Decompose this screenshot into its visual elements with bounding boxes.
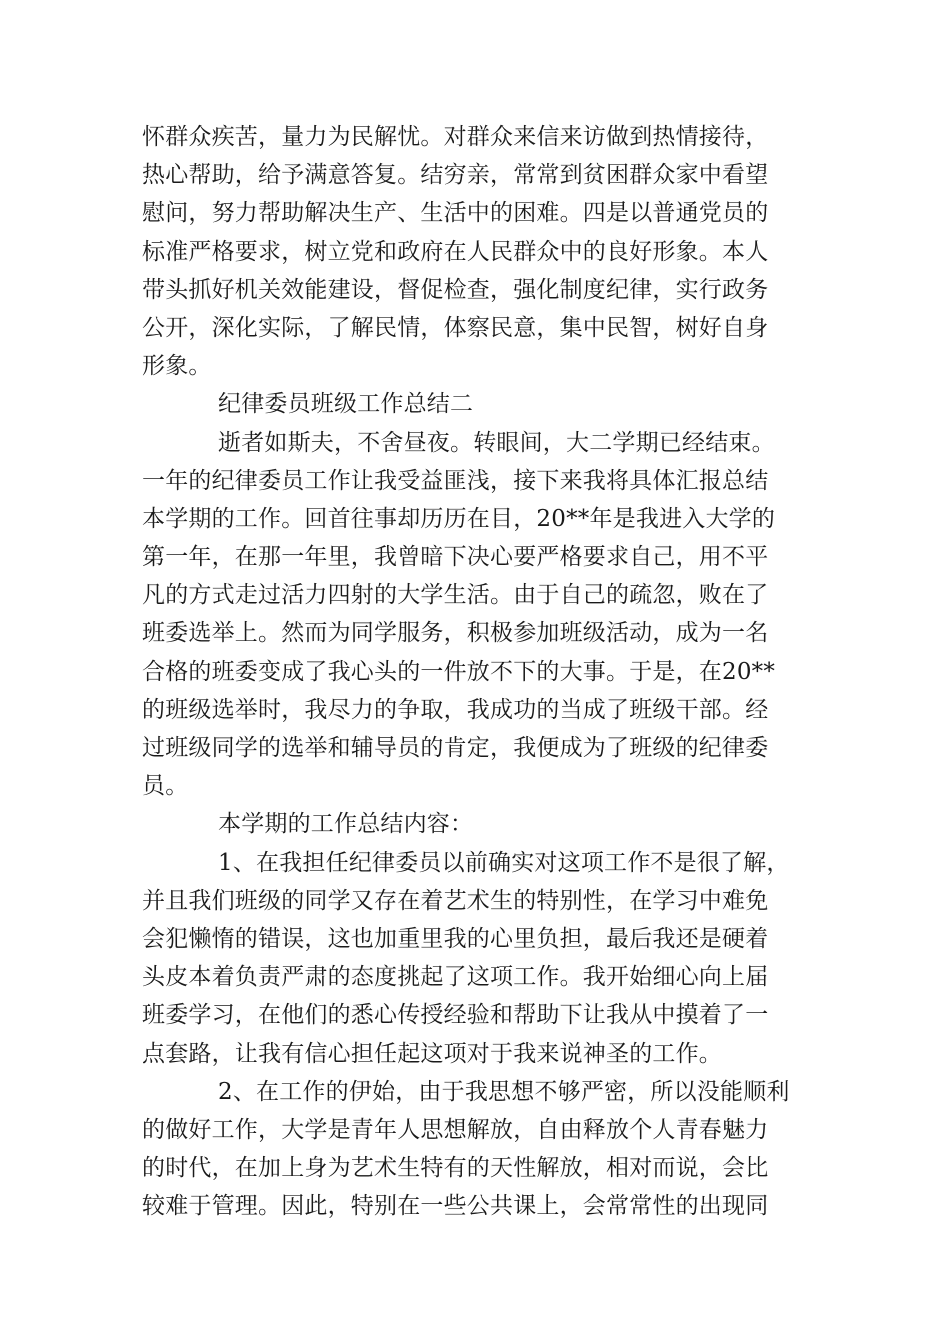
- text-line: 本学期的工作。回首往事却历历在目，20**年是我进入大学的: [142, 505, 776, 532]
- text-line: 一年的纪律委员工作让我受益匪浅，接下来我将具体汇报总结: [142, 467, 769, 494]
- text-line: 怀群众疾苦，量力为民解忧。对群众来信来访做到热情接待，: [142, 124, 769, 150]
- text-line: 本学期的工作总结内容：: [218, 811, 474, 838]
- text-line: 会犯懒惰的错误，这也加重里我的心里负担，最后我还是硬着: [142, 925, 769, 952]
- text-line: 班委学习，在他们的悉心传授经验和帮助下让我从中摸着了一: [142, 1002, 769, 1029]
- text-line: 公开，深化实际，了解民情，体察民意，集中民智，树好自身: [142, 314, 769, 341]
- text-line: 头皮本着负责严肃的态度挑起了这项工作。我开始细心向上届: [142, 964, 769, 991]
- text-line: 的做好工作，大学是青年人思想解放，自由释放个人青春魅力: [142, 1116, 769, 1143]
- text-line: 员。: [142, 773, 189, 800]
- text-line: 过班级同学的选举和辅导员的肯定，我便成为了班级的纪律委: [142, 735, 769, 761]
- text-line: 纪律委员班级工作总结二: [218, 391, 474, 418]
- text-line: 1、在我担任纪律委员以前确实对这项工作不是很了解，: [218, 849, 790, 876]
- text-line: 班委选举上。然而为同学服务，积极参加班级活动，成为一名: [142, 620, 769, 647]
- text-line: 带头抓好机关效能建设，督促检查，强化制度纪律，实行政务: [142, 276, 769, 303]
- text-line: 凡的方式走过活力四射的大学生活。由于自己的疏忽，败在了: [142, 582, 769, 609]
- text-line: 逝者如斯夫，不舍昼夜。转眼间，大二学期已经结束。: [218, 429, 775, 456]
- text-line: 点套路，让我有信心担任起这项对于我来说神圣的工作。: [142, 1040, 722, 1067]
- text-line: 形象。: [142, 353, 212, 380]
- text-line: 并且我们班级的同学又存在着艺术生的特别性，在学习中难免: [142, 887, 769, 914]
- text-line: 第一年，在那一年里，我曾暗下决心要严格要求自己，用不平: [142, 544, 769, 571]
- text-line: 2、在工作的伊始，由于我思想不够严密，所以没能顺利: [218, 1078, 790, 1105]
- text-line: 慰问，努力帮助解决生产、生活中的困难。四是以普通党员的: [142, 200, 769, 227]
- text-line: 较难于管理。因此，特别在一些公共课上，会常常性的出现同: [142, 1193, 769, 1220]
- text-line: 的时代，在加上身为艺术生特有的天性解放，相对而说，会比: [142, 1155, 769, 1182]
- text-line: 标准严格要求，树立党和政府在人民群众中的良好形象。本人: [142, 238, 769, 265]
- text-line: 的班级选举时，我尽力的争取，我成功的当成了班级干部。经: [142, 696, 769, 723]
- document-body: [142, 118, 814, 1225]
- text-line: 合格的班委变成了我心头的一件放不下的大事。于是，在20**: [142, 658, 776, 685]
- text-line: 热心帮助，给予满意答复。结穷亲，常常到贫困群众家中看望: [142, 162, 769, 189]
